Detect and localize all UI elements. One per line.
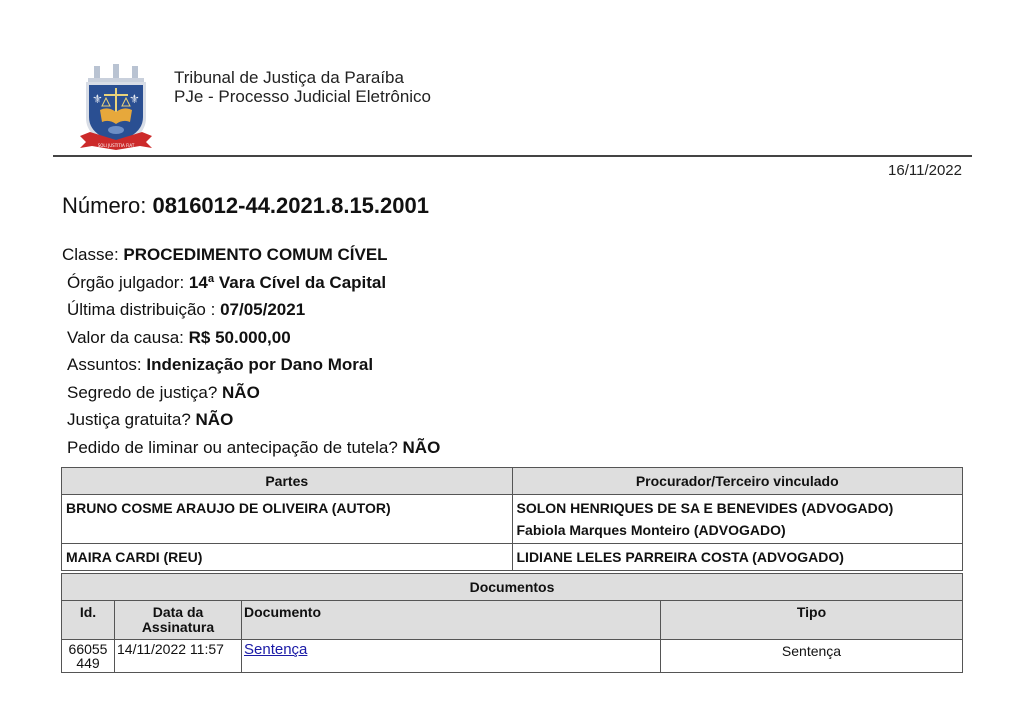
svg-text:⚜: ⚜ — [129, 92, 140, 106]
info-valor-causa: Valor da causa: R$ 50.000,00 — [67, 327, 291, 347]
process-info — [62, 241, 440, 461]
column-header-documento: Documento — [242, 601, 661, 640]
info-ultima-distribuicao: Última distribuição : 07/05/2021 — [67, 300, 306, 319]
column-header-tipo: Tipo — [661, 601, 963, 640]
header-divider — [53, 155, 972, 157]
svg-text:⚜: ⚜ — [92, 92, 103, 106]
column-header-partes: Partes — [62, 468, 513, 495]
system-name: PJe - Processo Judicial Eletrônico — [174, 87, 432, 106]
info-justica-gratuita: Justiça gratuita? NÃO — [67, 410, 234, 429]
documentos-title: Documentos — [62, 574, 963, 601]
info-classe: Classe: PROCEDIMENTO COMUM CÍVEL — [62, 245, 388, 264]
doc-type-cell: Sentença — [661, 640, 963, 673]
info-assuntos: Assuntos: Indenização por Dano Moral — [67, 355, 374, 374]
procurador-cell: SOLON HENRIQUES DE SA E BENEVIDES (ADVOGADO) Fabiola Marques Monteiro (ADVOGADO) — [512, 495, 963, 544]
document-link-sentenca[interactable]: Sentença — [244, 641, 308, 658]
table-row — [62, 640, 963, 673]
doc-id-cell: 66055 449 — [62, 640, 115, 673]
info-pedido-liminar: Pedido de liminar ou antecipação de tutela? NÃO — [67, 437, 441, 457]
table-header-row — [62, 468, 963, 495]
table-row — [62, 544, 963, 571]
coat-of-arms-icon — [80, 58, 152, 154]
info-segredo-justica: Segredo de justiça? NÃO — [67, 382, 260, 402]
process-number-value: 0816012-44.2021.8.15.2001 — [152, 193, 429, 218]
column-header-procurador: Procurador/Terceiro vinculado — [512, 468, 963, 495]
svg-text:SOLI JUSTITIA FIAT: SOLI JUSTITIA FIAT — [97, 143, 135, 148]
process-number — [62, 193, 429, 219]
doc-date-cell: 14/11/2022 11:57 — [115, 640, 242, 673]
document-header — [174, 68, 431, 106]
process-number-label: Número: — [62, 193, 147, 218]
documentos-table — [61, 573, 963, 673]
column-header-data: Data da Assinatura — [115, 601, 242, 640]
institution-name: Tribunal de Justiça da Paraíba — [174, 68, 404, 87]
table-header-row — [62, 601, 963, 640]
court-logo — [80, 58, 152, 154]
procurador-cell: LIDIANE LELES PARREIRA COSTA (ADVOGADO) — [512, 544, 963, 571]
info-orgao-julgador: Órgão julgador: 14ª Vara Cível da Capital — [67, 272, 387, 292]
doc-name-cell — [242, 640, 661, 673]
parte-cell: BRUNO COSME ARAUJO DE OLIVEIRA (AUTOR) — [62, 495, 513, 544]
parte-cell: MAIRA CARDI (REU) — [62, 544, 513, 571]
column-header-id: Id. — [62, 601, 115, 640]
table-row — [62, 495, 963, 544]
partes-table — [61, 467, 963, 571]
print-date: 16/11/2022 — [888, 162, 962, 179]
